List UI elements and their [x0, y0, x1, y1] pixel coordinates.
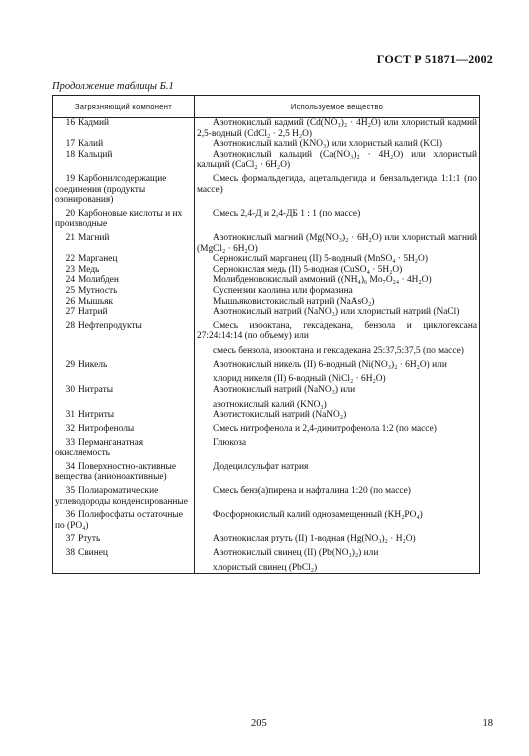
row-number: 17	[65, 139, 75, 150]
table-row	[53, 545, 480, 574]
component-name: Мутность	[78, 285, 118, 296]
standard-number: ГОСТ Р 51871—2002	[376, 52, 493, 66]
table-row	[53, 307, 480, 318]
substance-text: Азотнокислый натрий (NaNO₃) или хлористый натрий (NaCl)	[213, 307, 460, 318]
substance-cell	[195, 459, 480, 483]
row-number: 26	[65, 296, 75, 307]
component-cell	[53, 435, 195, 459]
table-row	[53, 318, 480, 357]
component-cell	[53, 297, 195, 308]
substance-text: Азотнокислый никель (II) 6-водный (Ni(NO₃)₂ · 6H₂O) или	[213, 359, 447, 370]
component-name: Мышьяк	[78, 296, 113, 307]
table-row	[53, 357, 480, 385]
substance-cell	[195, 275, 480, 286]
substance-cell	[195, 254, 480, 265]
substance-cell	[195, 118, 480, 140]
substance-text: Сернокислая медь (II) 5-водная (CuSO₄ · 5H₂O)	[213, 264, 403, 275]
component-cell	[53, 206, 195, 230]
component-cell	[53, 254, 195, 265]
table-row	[53, 275, 480, 286]
component-cell	[53, 307, 195, 318]
row-number: 25	[65, 285, 75, 296]
component-name: Марганец	[78, 254, 118, 265]
substance-text: Азотнокислый натрий (NaNO₃) или	[213, 385, 356, 396]
row-number: 31	[65, 410, 75, 421]
substance-cell	[195, 507, 480, 531]
row-number: 34	[65, 461, 75, 472]
table-row	[53, 118, 480, 140]
component-name: Нитриты	[78, 410, 115, 421]
component-name: Свинец	[78, 547, 108, 558]
substance-cell	[195, 421, 480, 435]
substance-cell	[195, 206, 480, 230]
table-row	[53, 265, 480, 276]
component-cell	[53, 421, 195, 435]
column-header-component: Загрязняющий компонент	[53, 96, 195, 118]
table-row	[53, 421, 480, 435]
table-row	[53, 507, 480, 531]
table-row	[53, 459, 480, 483]
component-cell	[53, 545, 195, 574]
table-row	[53, 139, 480, 150]
table-row	[53, 254, 480, 265]
component-cell	[53, 150, 195, 171]
row-number: 27	[65, 307, 75, 318]
substance-cell	[195, 139, 480, 150]
substance-cell	[195, 435, 480, 459]
table-row	[53, 286, 480, 297]
component-name: Нефтепродукты	[78, 320, 142, 331]
row-number: 19	[65, 173, 75, 184]
component-cell	[53, 459, 195, 483]
component-name: Натрий	[78, 307, 108, 318]
table-row	[53, 385, 480, 410]
table-row	[53, 297, 480, 308]
component-cell	[53, 265, 195, 276]
substance-text: Смесь бенз(а)пирена и нафталина 1:20 (по массе)	[213, 485, 411, 496]
substance-text: Азотнокислый свинец (II) (Pb(NO₃)₂) или	[213, 547, 379, 558]
table-row	[53, 206, 480, 230]
row-number: 18	[65, 149, 75, 160]
table-row	[53, 171, 480, 206]
component-name: Медь	[78, 264, 100, 275]
row-number: 35	[65, 485, 75, 496]
substance-text: Мышьяковистокислый натрий (NaAsO₂)	[213, 296, 375, 307]
substance-alt-text: хлористый свинец (PbCl₂)	[213, 562, 318, 573]
row-number: 37	[65, 534, 75, 545]
substance-text: Додецилсульфат натрия	[213, 461, 309, 472]
component-name: Перманганатная окисляемость	[55, 437, 144, 459]
component-cell	[53, 286, 195, 297]
component-cell	[53, 483, 195, 507]
row-number: 21	[65, 232, 75, 243]
component-cell	[53, 357, 195, 385]
substance-text: Смесь формальдегида, ацетальдегида и бензальдегида 1:1:1 (по массе)	[197, 173, 477, 195]
row-number: 38	[65, 547, 75, 558]
substance-cell	[195, 297, 480, 308]
component-name: Карбонилсодержащие соединения (продукты озонирования)	[55, 173, 167, 206]
component-name: Нитрофенолы	[78, 424, 135, 434]
table-row	[53, 531, 480, 545]
substance-text: Сернокислый марганец (II) 5-водный (MnSO₄ · 5H₂O)	[213, 254, 428, 265]
component-cell	[53, 385, 195, 410]
row-number: 28	[65, 320, 75, 331]
component-cell	[53, 531, 195, 545]
table-row	[53, 483, 480, 507]
component-cell	[53, 118, 195, 140]
sheet-number: 18	[482, 718, 493, 729]
row-number: 29	[65, 359, 75, 370]
table-row	[53, 150, 480, 171]
component-name: Никель	[78, 359, 108, 370]
page-number: 205	[251, 718, 267, 729]
table-row	[53, 230, 480, 254]
component-name: Полифосфаты остаточные по (PO₄)	[55, 510, 183, 531]
row-number: 36	[65, 510, 75, 521]
component-name: Ртуть	[78, 534, 101, 545]
substance-cell	[195, 171, 480, 206]
substance-cell	[195, 318, 480, 357]
row-number: 23	[65, 264, 75, 275]
substance-text: Азотнокислый кальций (Ca(NO₃)₂ · 4H₂O) или хлористый кальций (CaCl₂ · 6H₂O)	[197, 149, 477, 171]
substance-alt-text: смесь бензола, изооктана и гексадекана 25:37,5:37,5 (по массе)	[213, 346, 464, 357]
component-name: Кальций	[78, 149, 113, 160]
component-cell	[53, 410, 195, 421]
row-number: 22	[65, 254, 75, 265]
substance-cell	[195, 531, 480, 545]
substance-cell	[195, 230, 480, 254]
substance-text: Молибденовокислый аммоний ((NH₄)₆ Mo₇O₂₄ · 4H₂O)	[213, 275, 432, 286]
table-caption: Продолжение таблицы Б.1	[52, 81, 174, 92]
substance-cell	[195, 545, 480, 574]
substance-cell	[195, 307, 480, 318]
row-number: 16	[65, 118, 75, 128]
component-cell	[53, 171, 195, 206]
substance-cell	[195, 357, 480, 385]
substance-text: Смесь нитрофенола и 2,4-динитрофенола 1:2 (по массе)	[213, 424, 437, 434]
substance-text: Смесь изооктана, гексадекана, бензола и циклогексана 27:24:14:14 (по объему) или	[197, 320, 477, 342]
component-name: Кадмий	[78, 118, 110, 128]
substance-cell	[195, 265, 480, 276]
substance-text: Суспензии каолина или формазина	[213, 285, 353, 296]
row-number: 20	[65, 208, 75, 219]
substances-table	[52, 95, 480, 574]
substance-text: Смесь 2,4-Д и 2,4-ДБ 1 : 1 (по массе)	[213, 208, 361, 219]
substance-text: Азотистокислый натрий (NaNO₂)	[213, 410, 347, 421]
component-name: Карбоновые кислоты и их производные	[55, 208, 183, 230]
substance-text: Фосфорнокислый калий однозамещенный (KH₂PO₄)	[213, 510, 423, 521]
substance-text: Азотнокислый кадмий (Cd(NO₃)₂ · 4H₂O) или хлористый кадмий 2,5-водный (CdCl₂ · 2,5 H₂O)	[197, 118, 477, 139]
component-name: Калий	[78, 139, 104, 150]
component-cell	[53, 318, 195, 357]
row-number: 30	[65, 385, 75, 396]
substance-cell	[195, 410, 480, 421]
substance-cell	[195, 483, 480, 507]
row-number: 24	[65, 275, 75, 286]
table-body	[53, 118, 480, 574]
component-cell	[53, 275, 195, 286]
component-cell	[53, 507, 195, 531]
substance-cell	[195, 385, 480, 410]
table-header-row	[53, 96, 480, 118]
substance-text: Азотнокислый магний (Mg(NO₃)₂ · 6H₂O) или хлористый магний (MgCl₂ · 6H₂O)	[197, 232, 477, 254]
table-row	[53, 435, 480, 459]
substance-text: Азотнокислая ртуть (II) 1-водная (Hg(NO₃)₂ · H₂O)	[213, 534, 416, 545]
column-header-substance: Используемое вещество	[195, 96, 480, 118]
component-name: Молибден	[78, 275, 119, 286]
component-cell	[53, 230, 195, 254]
component-name: Поверхностно-активные вещества (анионоактивные)	[55, 461, 176, 483]
row-number: 33	[65, 437, 75, 448]
substance-alt-text: хлорид никеля (II) 6-водный (NiCl₂ · 6H₂O)	[213, 374, 386, 385]
substance-alt-text: азотнокислый калий (KNO₃)	[213, 399, 327, 410]
substance-cell	[195, 286, 480, 297]
substance-text: Азотнокислый калий (KNO₃) или хлористый калий (KCl)	[213, 139, 443, 150]
substance-cell	[195, 150, 480, 171]
component-cell	[53, 139, 195, 150]
row-number: 32	[65, 424, 75, 434]
component-name: Магний	[78, 232, 110, 243]
component-name: Нитраты	[78, 385, 114, 396]
table-row	[53, 410, 480, 421]
component-name: Полиароматические углеводороды конденсированные	[55, 485, 188, 507]
substance-text: Глюкоза	[213, 437, 247, 448]
